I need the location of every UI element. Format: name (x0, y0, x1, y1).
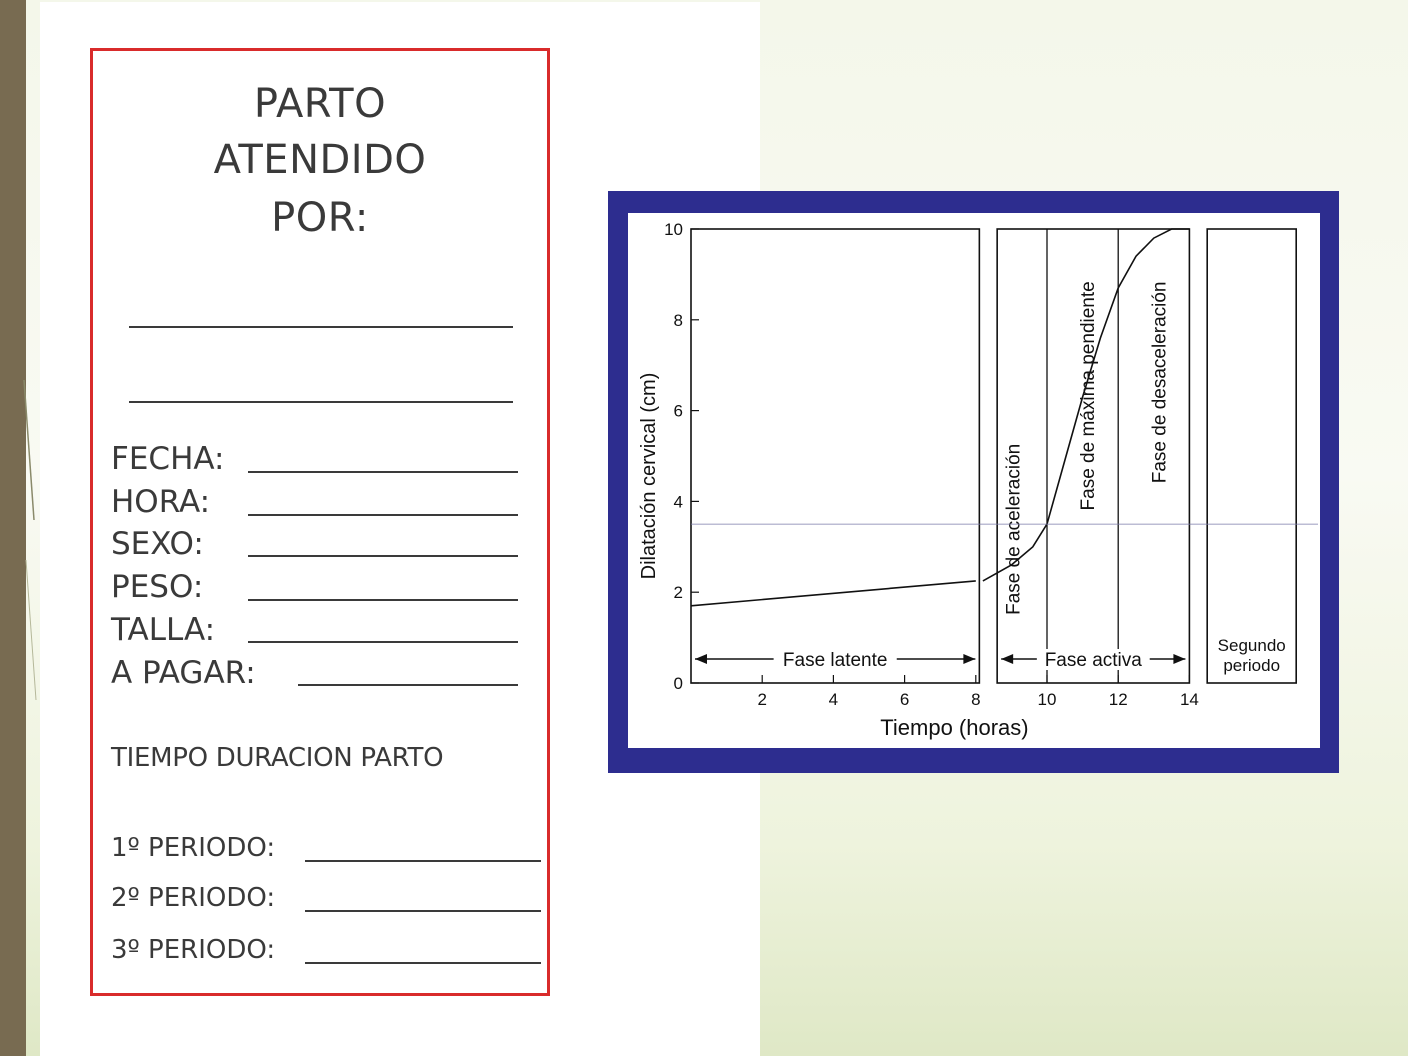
y-tick-label: 0 (673, 674, 683, 693)
phase-annotation-1: Fase de aceleración (1003, 443, 1025, 615)
card-title-line-1: PARTO (253, 81, 387, 127)
second-period-label-1: Segundo (1217, 636, 1286, 655)
y-tick-label: 8 (673, 310, 683, 330)
field-label-peso: PESO: (111, 569, 204, 605)
second-period-panel (1207, 229, 1296, 683)
card-title-line-3: POR: (271, 195, 369, 241)
latent-arrow-head-right (963, 654, 975, 664)
phase-annotation-2: Fase de máxima pendiente (1078, 281, 1100, 511)
phase-annotation-3: Fase de desaceleración (1149, 281, 1171, 484)
y-axis-label: Dilatación cervical (cm) (638, 372, 660, 580)
period-label-1: 1º PERIODO: (111, 833, 276, 863)
latent-arrow-head-left (695, 654, 707, 664)
x-tick-label: 10 (1037, 690, 1057, 709)
field-line-a-pagar[interactable] (298, 684, 518, 686)
chart-frame (608, 191, 1339, 773)
card-title-line-2: ATENDIDO (213, 137, 427, 183)
field-line-fecha[interactable] (248, 471, 518, 473)
x-tick-label: 4 (828, 690, 839, 709)
attendant-line-2[interactable] (129, 401, 513, 403)
y-tick-label: 2 (673, 583, 683, 603)
field-label-sexo: SEXO: (111, 526, 204, 562)
period-label-2: 2º PERIODO: (111, 883, 276, 913)
period-line-2[interactable] (305, 910, 541, 912)
field-line-peso[interactable] (248, 599, 518, 601)
dilation-curve-1 (691, 581, 976, 606)
duration-heading: TIEMPO DURACION PARTO (111, 743, 444, 773)
x-tick-label: 14 (1179, 690, 1199, 709)
attendant-line-1[interactable] (129, 326, 513, 328)
period-line-3[interactable] (305, 962, 541, 964)
y-tick-label: 10 (664, 220, 683, 239)
active-phase-label: Fase activa (1044, 650, 1142, 671)
field-label-fecha: FECHA: (111, 441, 225, 477)
active-arrow-head-left (1001, 654, 1013, 664)
x-tick-label: 12 (1108, 690, 1128, 709)
field-label-a-pagar: A PAGAR: (111, 655, 256, 691)
x-tick-label: 6 (899, 690, 910, 709)
labor-curve-svg (628, 213, 1320, 748)
x-tick-label: 8 (971, 690, 981, 709)
period-label-3: 3º PERIODO: (111, 935, 276, 965)
field-line-sexo[interactable] (248, 555, 518, 557)
period-line-1[interactable] (305, 860, 541, 862)
x-tick-label: 2 (757, 690, 767, 709)
field-label-hora: HORA: (111, 484, 211, 520)
latent-panel (691, 229, 979, 683)
second-period-label-2: periodo (1223, 656, 1281, 675)
latent-phase-label: Fase latente (782, 650, 888, 671)
active-arrow-head-right (1173, 654, 1185, 664)
y-tick-label: 4 (673, 492, 683, 512)
field-line-talla[interactable] (248, 641, 518, 643)
birth-record-card (90, 48, 550, 996)
field-line-hora[interactable] (248, 514, 518, 516)
field-label-talla: TALLA: (111, 612, 216, 648)
x-axis-label: Tiempo (horas) (880, 715, 1029, 740)
labor-curve-chart (628, 213, 1320, 748)
y-tick-label: 6 (673, 401, 683, 421)
